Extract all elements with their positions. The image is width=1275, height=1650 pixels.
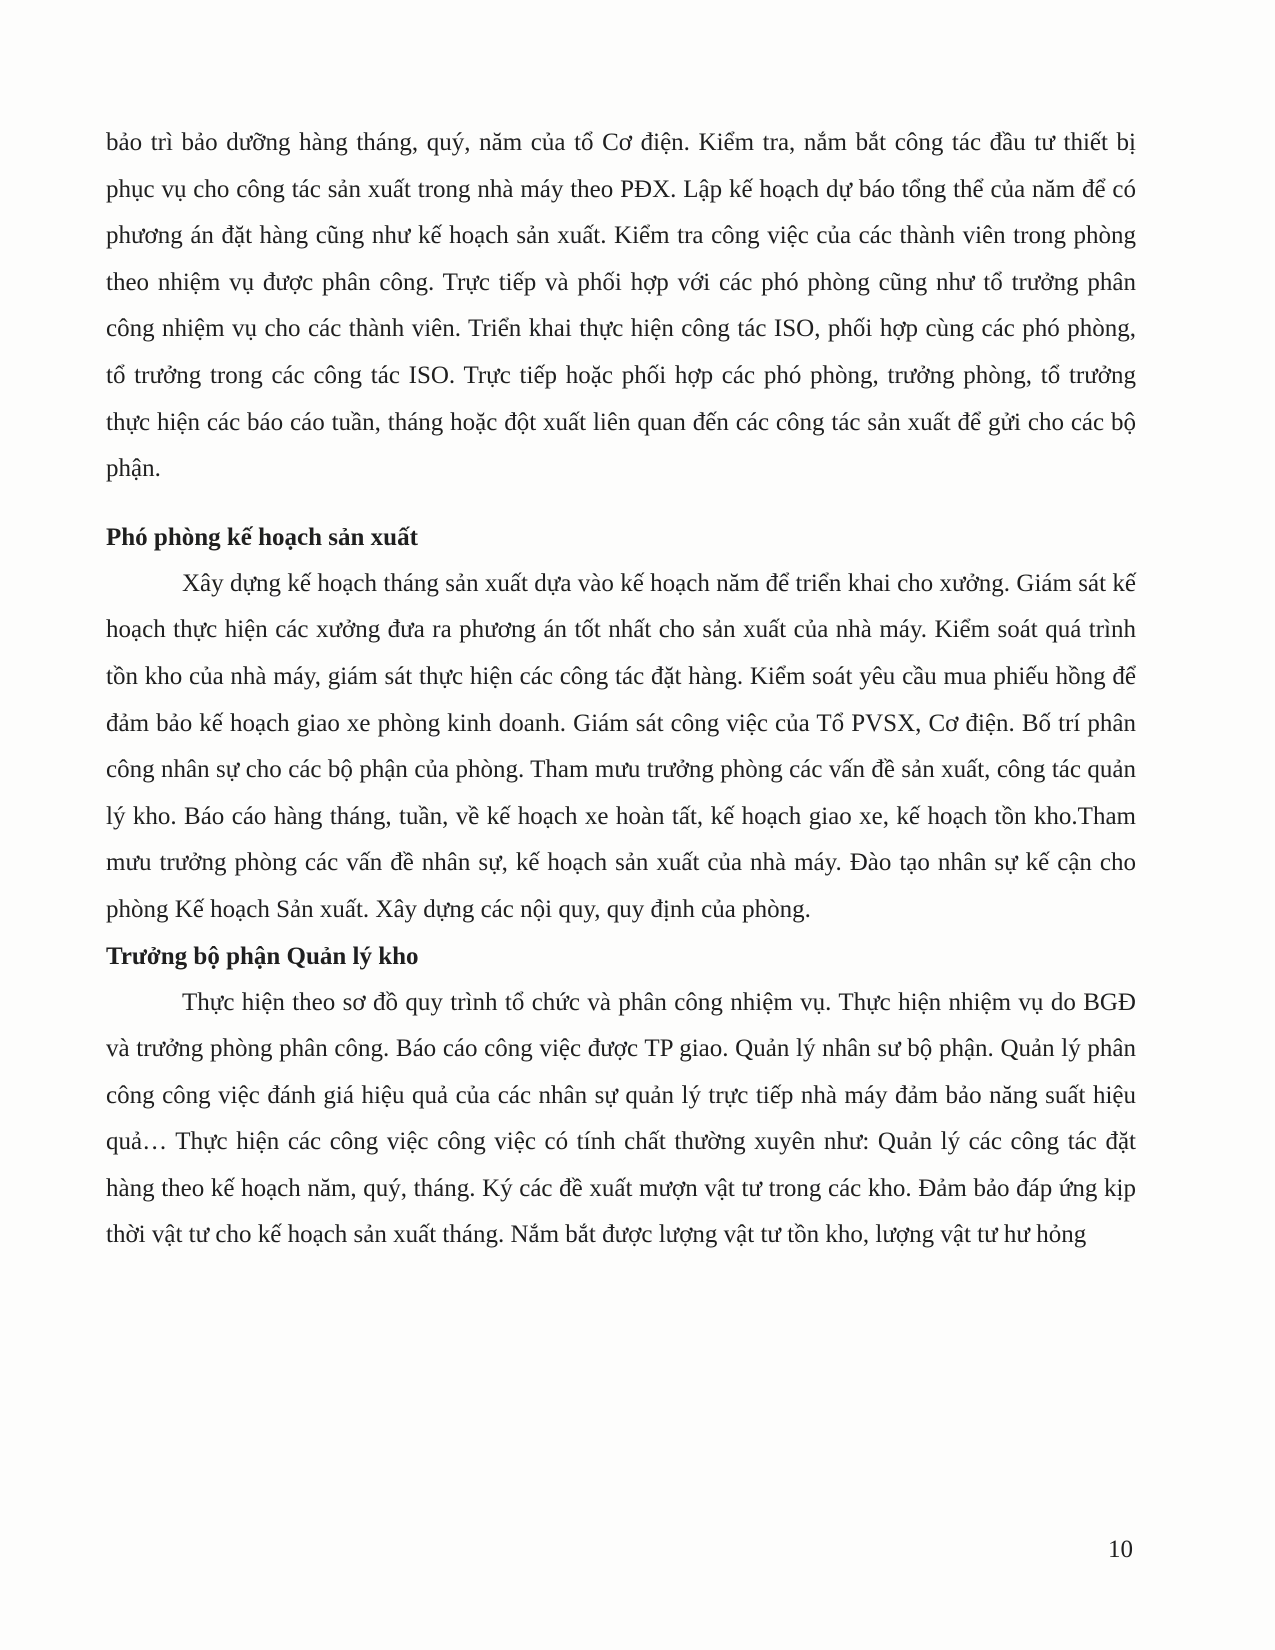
section-heading: Trưởng bộ phận Quản lý kho bbox=[106, 942, 419, 970]
page-number: 10 bbox=[1108, 1536, 1133, 1563]
section-heading: Phó phòng kế hoạch sản xuất bbox=[106, 523, 418, 551]
body-paragraph: Xây dựng kế hoạch tháng sản xuất dựa vào kế hoạch năm để triển khai cho xưởng. Giám sát kế hoạch thực hiện các xưởng đưa ra phương án tốt nhất cho sản xuất của nhà máy. Kiểm soát quá trình tồn kho của nhà máy, giám sát thực hiện các công tác đặt hàng. Kiểm soát yêu cầu mua phiếu hồng để đảm bảo kế hoạch giao xe phòng kinh doanh. Giám sát công việc của Tổ PVSX, Cơ điện. Bố trí phân công nhân sự cho các bộ phận của phòng. Tham mưu trưởng phòng các vấn đề sản xuất, công tác quản lý kho. Báo cáo hàng tháng, tuần, về kế hoạch xe hoàn tất, kế hoạch giao xe, kế hoạch tồn kho.Tham mưu trưởng phòng các vấn đề nhân sự, kế hoạch sản xuất của nhà máy. Đào tạo nhân sự kế cận cho phòng Kế hoạch Sản xuất. Xây dựng các nội quy, quy định của phòng. bbox=[106, 569, 1136, 923]
page-content bbox=[106, 120, 1136, 1259]
body-paragraph: bảo trì bảo dưỡng hàng tháng, quý, năm của tổ Cơ điện. Kiểm tra, nắm bắt công tác đầu tư thiết bị phục vụ cho công tác sản xuất trong nhà máy theo PĐX. Lập kế hoạch dự báo tổng thể của năm để có phương án đặt hàng cũng như kế hoạch sản xuất. Kiểm tra công việc của các thành viên trong phòng theo nhiệm vụ được phân công. Trực tiếp và phối hợp với các phó phòng cũng như tổ trưởng phân công nhiệm vụ cho các thành viên. Triển khai thực hiện công tác ISO, phối hợp cùng các phó phòng, tổ trưởng trong các công tác ISO. Trực tiếp hoặc phối hợp các phó phòng, trưởng phòng, tổ trưởng thực hiện các báo cáo tuần, tháng hoặc đột xuất liên quan đến các công tác sản xuất để gửi cho các bộ phận. bbox=[106, 129, 1136, 483]
body-paragraph: Thực hiện theo sơ đồ quy trình tổ chức và phân công nhiệm vụ. Thực hiện nhiệm vụ do BGĐ và trưởng phòng phân công. Báo cáo công việc được TP giao. Quản lý nhân sư bộ phận. Quản lý phân công công việc đánh giá hiệu quả của các nhân sự quản lý trực tiếp nhà máy đảm bảo năng suất hiệu quả… Thực hiện các công việc công việc có tính chất thường xuyên như: Quản lý các công tác đặt hàng theo kế hoạch năm, quý, tháng. Ký các đề xuất mượn vật tư trong các kho. Đảm bảo đáp ứng kịp thời vật tư cho kế hoạch sản xuất tháng. Nắm bắt được lượng vật tư tồn kho, lượng vật tư hư hỏng bbox=[106, 988, 1136, 1249]
